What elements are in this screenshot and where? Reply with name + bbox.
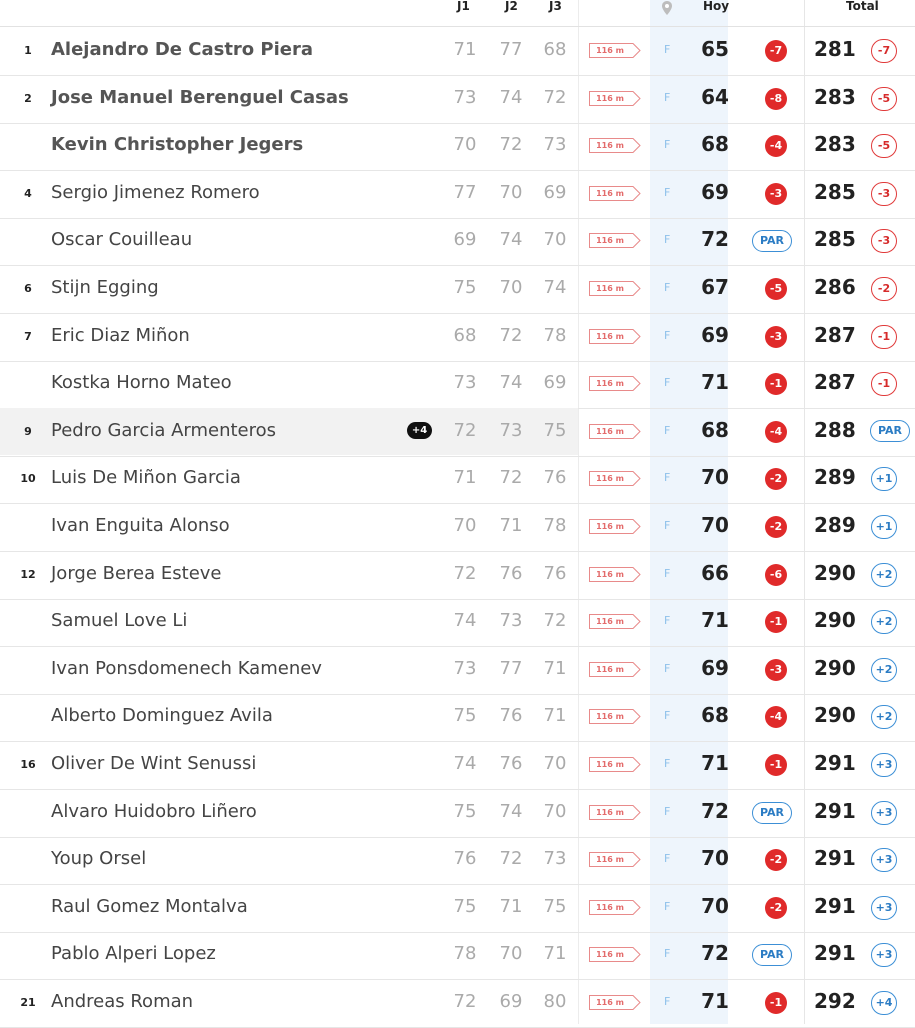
round-3-score: 71 [543,943,567,965]
round-1-score: 77 [453,181,477,203]
round-3-score: 69 [543,372,567,394]
today-score: 71 [701,608,729,633]
total-score: 290 [814,608,856,633]
today-score: 66 [701,560,729,585]
distance-label: 116 m [596,236,624,246]
total-score: 288 [814,417,856,442]
today-to-par-badge: -3 [765,183,787,205]
today-to-par-badge: -5 [765,278,787,300]
round-3-score: 70 [543,229,567,251]
today-to-par-badge: -4 [765,135,787,157]
round-1-score: 70 [453,515,477,536]
round-3-score: 73 [543,134,567,156]
hole-status: F [664,471,671,485]
round-2-score: 74 [499,800,523,822]
today-to-par-badge: -6 [765,564,787,586]
round-2-score: 72 [499,467,523,489]
round-1-score: 73 [453,372,477,394]
total-to-par-badge: +2 [871,610,897,634]
total-to-par-badge: +1 [871,467,897,491]
position: 21 [20,996,36,1009]
today-to-par-badge: -2 [765,516,787,538]
today-to-par-badge: -2 [765,849,787,871]
table-row[interactable] [0,884,915,933]
distance-label: 116 m [596,950,624,960]
distance-label: 116 m [596,807,624,817]
total-to-par-badge: +1 [871,515,897,539]
distance-tag [589,376,639,391]
round-3-score: 72 [543,610,567,632]
today-to-par-badge: -4 [765,706,787,728]
round-1-score: 74 [453,753,477,774]
distance-tag [589,329,639,344]
round-3-score: 71 [543,657,567,679]
hole-status: F [664,376,671,390]
player-name[interactable]: Luis De Miñon Garcia [51,467,241,489]
distance-label: 116 m [596,284,624,293]
distance-label: 116 m [596,998,624,1007]
position: 7 [24,329,32,343]
round-2-score: 72 [499,134,523,156]
round-3-score: 70 [543,753,567,774]
total-to-par-badge: +3 [871,753,897,777]
total-to-par-badge: +2 [871,563,897,587]
total-to-par-badge: +3 [871,848,897,872]
round-3-score: 74 [543,277,567,298]
hole-status: F [664,43,671,56]
player-name[interactable]: Oscar Couilleau [51,229,193,251]
round-2-score: 72 [499,848,523,870]
distance-tag [589,519,639,534]
table-row[interactable] [0,265,915,314]
player-name[interactable]: Jorge Berea Esteve [51,562,222,584]
round-2-score: 69 [499,991,523,1012]
distance-label: 116 m [596,760,624,769]
player-name[interactable]: Kostka Horno Mateo [51,372,232,394]
today-score: 70 [701,846,729,871]
total-to-par-badge: -5 [871,87,897,111]
today-score: 70 [701,893,729,918]
today-score: 64 [701,84,729,109]
round-1-score: 70 [453,134,477,156]
round-2-score: 71 [499,515,523,536]
table-row[interactable] [0,979,915,1028]
hole-status: F [664,614,671,628]
round-2-score: 72 [499,324,523,346]
round-1-score: 68 [453,324,477,346]
distance-label: 116 m [596,46,624,55]
location-pin-icon [662,0,672,14]
round-3-score: 72 [543,86,567,108]
total-score: 291 [814,798,856,823]
position: 10 [20,472,36,486]
hole-status: F [664,281,671,294]
round-2-score: 73 [499,610,523,632]
distance-label: 116 m [596,188,624,198]
distance-label: 116 m [596,855,624,865]
total-score: 289 [814,513,856,537]
today-score: 69 [701,322,729,347]
distance-label: 116 m [596,522,624,531]
total-score: 290 [814,560,856,585]
header-total[interactable]: Total [846,0,879,13]
round-1-score: 69 [453,229,477,251]
header-hoy[interactable]: Hoy [703,0,730,13]
today-score: 70 [701,513,729,537]
round-3-score: 76 [543,562,567,584]
round-3-score: 69 [543,181,567,203]
header-j2[interactable]: J2 [505,0,518,13]
round-1-score: 75 [453,895,477,917]
header-j3[interactable]: J3 [549,0,562,13]
total-score: 285 [814,227,856,252]
distance-tag [589,233,639,248]
position: 6 [24,282,32,295]
player-name[interactable]: Stijn Egging [51,277,159,298]
round-2-score: 71 [499,895,523,917]
total-to-par-badge: +3 [871,801,897,825]
hole-status: F [664,804,671,818]
player-name[interactable]: Alberto Dominguez Avila [51,705,273,727]
today-score: 69 [701,655,729,680]
table-header [0,0,915,27]
player-name[interactable]: Ivan Enguita Alonso [51,515,230,536]
today-score: 68 [701,132,729,157]
distance-tag [589,138,639,153]
total-score: 286 [814,275,856,299]
distance-tag [589,471,639,486]
round-2-score: 77 [499,39,523,60]
round-1-score: 71 [453,39,477,60]
today-to-par-badge: PAR [752,230,792,252]
hole-status: F [664,709,671,723]
table-row[interactable] [0,313,915,362]
table-row[interactable] [0,741,915,790]
position: 4 [24,186,32,200]
total-score: 290 [814,655,856,680]
distance-label: 116 m [596,712,624,722]
hole-status: F [664,233,671,247]
position: 1 [24,44,32,57]
player-name[interactable]: Ivan Ponsdomenech Kamenev [51,657,322,679]
distance-tag [589,709,639,724]
distance-tag [589,805,639,820]
total-to-par-badge: -5 [871,134,897,158]
today-to-par-badge: PAR [752,802,792,824]
player-name[interactable]: Kevin Christopher Jegers [51,134,304,156]
hole-status: F [664,995,671,1008]
round-1-score: 72 [453,562,477,584]
distance-tag [589,43,639,58]
distance-label: 116 m [596,617,624,627]
table-row[interactable] [0,693,915,742]
distance-tag [589,91,639,106]
player-name[interactable]: Youp Orsel [51,848,147,870]
round-1-score: 74 [453,610,477,632]
today-score: 69 [701,179,729,204]
round-2-score: 76 [499,562,523,584]
today-score: 67 [701,275,729,299]
table-row[interactable] [0,75,915,124]
today-score: 72 [701,227,729,252]
table-row[interactable] [0,455,915,504]
total-to-par-badge: +3 [871,896,897,920]
round-2-score: 73 [499,419,523,441]
round-1-score: 76 [453,848,477,870]
hole-status: F [664,519,671,532]
table-row[interactable] [0,836,915,885]
distance-tag [589,424,639,439]
today-score: 65 [701,37,729,61]
hole-status: F [664,661,671,675]
today-to-par-badge: -1 [765,992,787,1014]
round-2-score: 74 [499,372,523,394]
total-to-par-badge: +4 [871,991,897,1015]
round-2-score: 74 [499,229,523,251]
position: 9 [24,424,32,438]
round-1-score: 75 [453,705,477,727]
round-1-score: 75 [453,277,477,298]
position: 12 [20,567,36,581]
player-name[interactable]: Alejandro De Castro Piera [51,39,314,60]
table-row[interactable] [0,503,915,552]
total-score: 290 [814,703,856,728]
position: 16 [20,758,36,771]
today-score: 71 [701,751,729,775]
distance-label: 116 m [596,902,624,912]
hole-status: F [664,423,671,437]
hole-status: F [664,90,671,104]
table-row[interactable] [0,360,915,409]
distance-label: 116 m [596,331,624,341]
player-name[interactable]: Pedro Garcia Armenteros [51,419,277,441]
player-name[interactable]: Jose Manuel Berenguel Casas [51,86,349,108]
distance-label: 116 m [596,664,624,674]
round-3-score: 78 [543,324,567,346]
round-3-score: 70 [543,800,567,822]
total-score: 291 [814,751,856,775]
distance-tag [589,567,639,582]
distance-tag [589,947,639,962]
total-to-par-badge: -1 [871,372,897,396]
total-score: 292 [814,989,856,1013]
hole-status: F [664,138,671,152]
distance-tag [589,852,639,867]
round-1-score: 78 [453,943,477,965]
player-name[interactable]: Andreas Roman [51,991,194,1012]
today-score: 72 [701,798,729,823]
total-score: 291 [814,941,856,966]
round-1-score: 72 [453,419,477,441]
table-row[interactable] [0,122,915,171]
table-row[interactable] [0,646,915,695]
player-name[interactable]: Raul Gomez Montalva [51,895,248,917]
total-to-par-badge: -7 [871,39,897,63]
total-to-par-badge: -1 [871,325,897,349]
round-1-score: 71 [453,467,477,489]
today-to-par-badge: -1 [765,754,787,776]
hole-status: F [664,852,671,866]
distance-tag [589,662,639,677]
total-score: 289 [814,465,856,490]
table-row[interactable] [0,170,915,219]
distance-tag [589,900,639,915]
today-score: 70 [701,465,729,490]
round-2-score: 76 [499,705,523,727]
table-row[interactable] [0,217,915,266]
today-to-par-badge: -4 [765,421,787,443]
total-score: 285 [814,179,856,204]
table-row[interactable] [0,551,915,600]
total-to-par-badge: -3 [871,182,897,206]
round-2-score: 70 [499,181,523,203]
distance-tag [589,995,639,1010]
today-to-par-badge: PAR [752,944,792,966]
distance-tag [589,281,639,296]
today-to-par-badge: -2 [765,897,787,919]
round-3-score: 80 [543,991,567,1012]
player-name[interactable]: Eric Diaz Miñon [51,324,190,346]
table-row[interactable] [0,931,915,980]
round-3-score: 75 [543,895,567,917]
total-to-par-badge: +3 [871,943,897,967]
round-2-score: 70 [499,277,523,298]
distance-tag [589,186,639,201]
hole-status: F [664,899,671,913]
total-to-par-badge: +2 [871,705,897,729]
total-to-par-badge: -3 [871,229,897,253]
today-to-par-badge: -7 [765,40,787,62]
distance-label: 116 m [596,379,624,389]
round-3-score: 68 [543,39,567,60]
round-3-score: 73 [543,848,567,870]
total-score: 287 [814,370,856,395]
total-to-par-badge: -2 [871,277,897,301]
distance-label: 116 m [596,569,624,579]
distance-label: 116 m [596,141,624,151]
round-3-score: 71 [543,705,567,727]
total-score: 291 [814,846,856,871]
round-2-score: 70 [499,943,523,965]
distance-tag [589,614,639,629]
total-to-par-badge: PAR [870,420,910,442]
player-name[interactable]: Sergio Jimenez Romero [51,181,260,203]
round-3-score: 76 [543,467,567,489]
today-to-par-badge: -3 [765,326,787,348]
table-row[interactable] [0,408,915,457]
hole-status: F [664,328,671,342]
total-score: 287 [814,322,856,347]
hole-status: F [664,757,671,770]
table-row[interactable] [0,789,915,838]
hole-status: F [664,185,671,199]
player-name[interactable]: Samuel Love Li [51,610,188,632]
total-score: 291 [814,893,856,918]
today-to-par-badge: -8 [765,88,787,110]
today-to-par-badge: -1 [765,611,787,633]
hole-status: F [664,947,671,961]
today-score: 68 [701,417,729,442]
round-2-score: 74 [499,86,523,108]
distance-label: 116 m [596,426,624,436]
today-to-par-badge: -2 [765,468,787,490]
header-j1[interactable]: J1 [457,0,470,13]
round-1-score: 73 [453,86,477,108]
round-1-score: 73 [453,657,477,679]
player-name[interactable]: Pablo Alperi Lopez [51,943,216,965]
distance-tag [589,757,639,772]
round-3-score: 78 [543,515,567,536]
total-score: 283 [814,84,856,109]
today-to-par-badge: -1 [765,373,787,395]
round-1-score: 72 [453,991,477,1012]
round-3-score: 75 [543,419,567,441]
today-score: 71 [701,370,729,395]
table-row[interactable] [0,598,915,647]
total-score: 283 [814,132,856,157]
today-to-par-badge: -3 [765,659,787,681]
player-name[interactable]: Oliver De Wint Senussi [51,753,257,774]
position-change-badge: +4 [407,422,432,439]
total-score: 281 [814,37,856,61]
distance-label: 116 m [596,93,624,103]
today-score: 68 [701,703,729,728]
hole-status: F [664,566,671,580]
position: 2 [24,91,32,105]
player-name[interactable]: Alvaro Huidobro Liñero [51,800,257,822]
table-row[interactable] [0,27,915,76]
round-1-score: 75 [453,800,477,822]
round-2-score: 77 [499,657,523,679]
today-score: 71 [701,989,729,1013]
round-2-score: 76 [499,753,523,774]
distance-label: 116 m [596,474,624,484]
today-score: 72 [701,941,729,966]
total-to-par-badge: +2 [871,658,897,682]
